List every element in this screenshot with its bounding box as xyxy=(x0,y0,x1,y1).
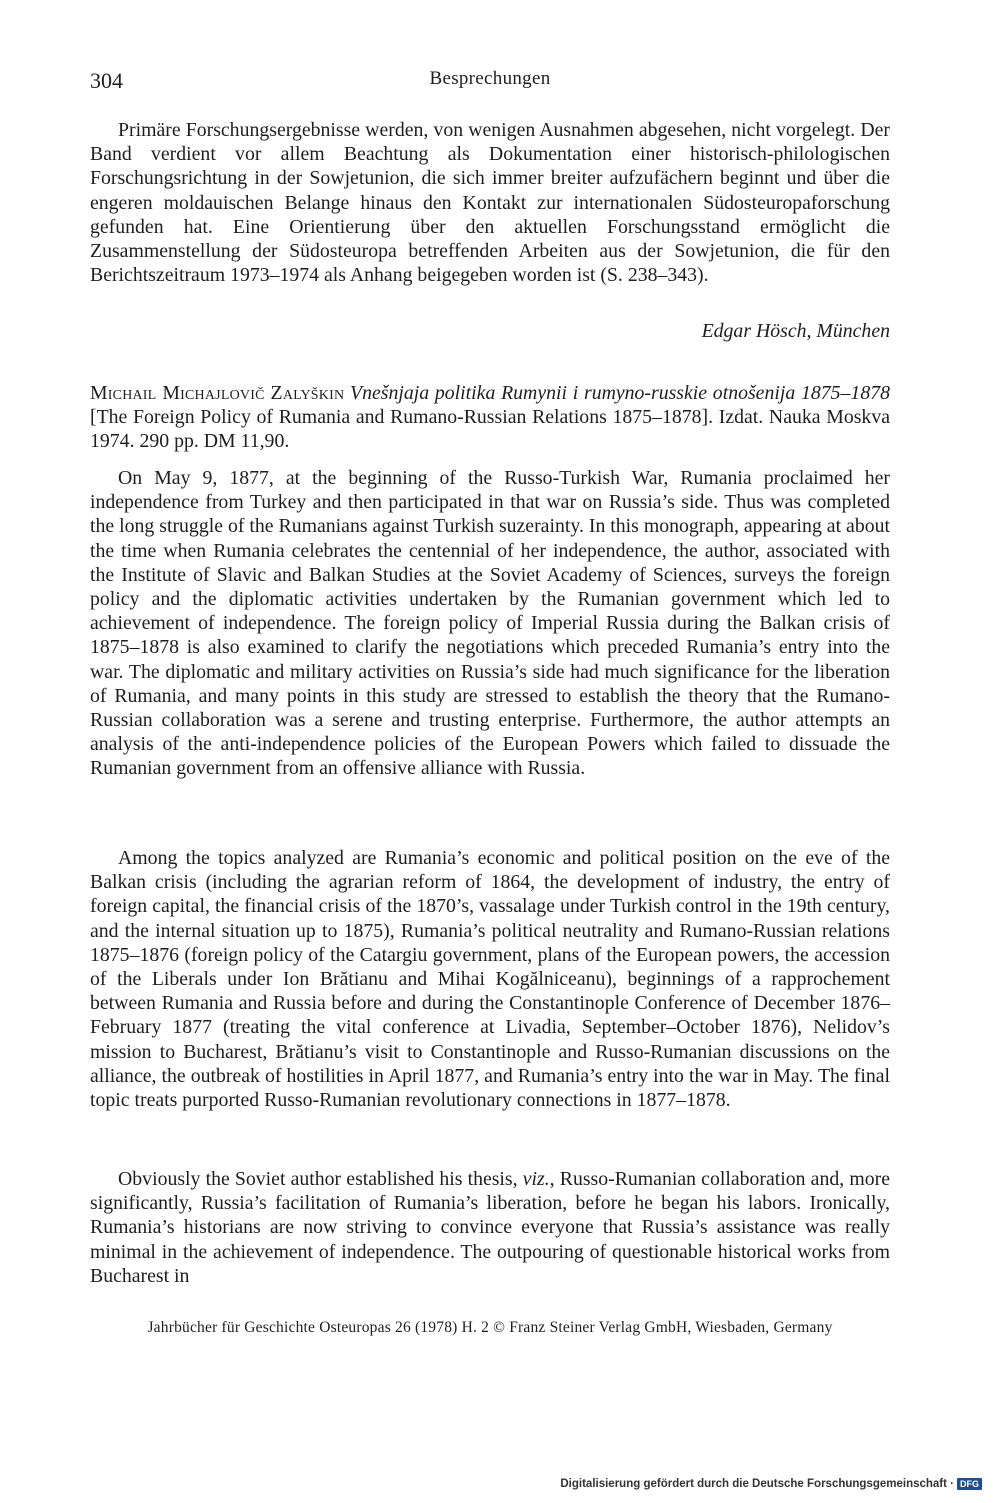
page-number: 304 xyxy=(90,68,123,93)
paragraph-3-rest: , Russo-Rumanian collaboration and, more significantly, Russia’s facilitation of Rumania’s liberation, before he began his labors. Ironically, Rumania’s historians are now striving to convince everyone that Russia’s assistance was really minimal in the achievement of independence. The outpouring of questionable historical works from Bucharest in xyxy=(90,1168,890,1287)
review-citation xyxy=(90,381,890,454)
digitization-text: Digitalisierung gefördert durch die Deutsche Forschungsgemeinschaft · xyxy=(560,1478,954,1490)
digitization-notice xyxy=(560,1478,982,1490)
dfg-logo-icon: DFG xyxy=(957,1478,982,1490)
review-paragraph-3 xyxy=(90,1167,890,1288)
running-head: Besprechungen xyxy=(429,68,551,89)
paragraph-3-viz: viz. xyxy=(522,1168,550,1190)
review-paragraph-1: On May 9, 1877, at the beginning of the Russo-Turkish War, Rumania proclaimed her independence from Turkey and then participated in that war on Russia’s side. Thus was completed the long struggle of the Rumanians against Turkish suzerainty. In this monograph, appearing at about the time when Rumania celebrates the centennial of her independence, the author, associated with the Institute of Slavic and Balkan Studies at the Soviet Academy of Sciences, surveys the foreign policy and the diplomatic activities undertaken by the Rumanian government which led to achievement of independence. The foreign policy of Imperial Russia during the Balkan crisis of 1875–1878 is also examined to clarify the negotiations which preceded Rumania’s entry into the war. The diplomatic and military activities on Russia’s side had much significance for the liberation of Rumania, and many points in this study are stressed to establish the theory that the Rumano-Russian collaboration was a serene and trusting enterprise. Furthermore, the author attempts an analysis of the anti-independence policies of the European Powers which failed to dissuade the Rumanian government from an offensive alliance with Russia. xyxy=(90,467,890,780)
book-author: Michail Michajlovič Zalyškin xyxy=(90,382,345,404)
journal-footer: Jahrbücher für Geschichte Osteuropas 26 (1978) H. 2 © Franz Steiner Verlag GmbH, Wiesbaden, Germany xyxy=(147,1319,833,1336)
reviewer-signature: Edgar Hösch, München xyxy=(701,320,890,342)
paragraph-3-start: Obviously the Soviet author established his thesis, xyxy=(118,1168,523,1190)
previous-review-paragraph: Primäre Forschungsergebnisse werden, von wenigen Ausnahmen abgesehen, nicht vorgelegt. Der Band verdient vor allem Beachtung als Dokumentation einer historisch-philologischen Forschungsrichtung in der Sowjetunion, die sich immer breiter aufzufächern beginnt und über die engeren moldauischen Belange hinaus den Kontakt zur internationalen Südosteuropaforschung gefunden hat. Eine Orientierung über den aktuellen Forschungsstand ermöglicht die Zusammenstellung der Südosteuropa betreffenden Arbeiten aus der Sowjetunion, die für den Berichtszeitraum 1973–1974 als Anhang beigegeben worden ist (S. 238–343). xyxy=(90,119,890,287)
book-title: Vnešnjaja politika Rumynii i rumyno-russkie otnošenija 1875–1878 xyxy=(350,382,890,404)
review-paragraph-2: Among the topics analyzed are Rumania’s economic and political position on the eve of the Balkan crisis (including the agrarian reform of 1864, the development of industry, the entry of foreign capital, the financial crisis of the 1870’s, vassalage under Turkish control in the 19th century, and the internal situation up to 1875), Rumania’s political neutrality and Rumano-Russian relations 1875–1876 (foreign policy of the Catargiu government, plans of the European powers, the accession of the Liberals under Ion Brătianu and Mihai Kogălniceanu), beginnings of a rapprochement between Rumania and Russia before and during the Constantinople Conference of December 1876–February 1877 (treating the vital conference at Livadia, September–October 1876), Nelidov’s mission to Bucharest, Brătianu’s visit to Constantinople and Russo-Rumanian discussions on the alliance, the outbreak of hostilities in April 1877, and Rumania’s entry into the war in May. The final topic treats purported Russo-Rumanian revolutionary connections in 1877–1878. xyxy=(90,847,890,1112)
page-header xyxy=(90,68,890,98)
citation-details: [The Foreign Policy of Rumania and Rumano-Russian Relations 1875–1878]. Izdat. Nauka Moskva 1974. 290 pp. DM 11,90. xyxy=(90,406,890,453)
